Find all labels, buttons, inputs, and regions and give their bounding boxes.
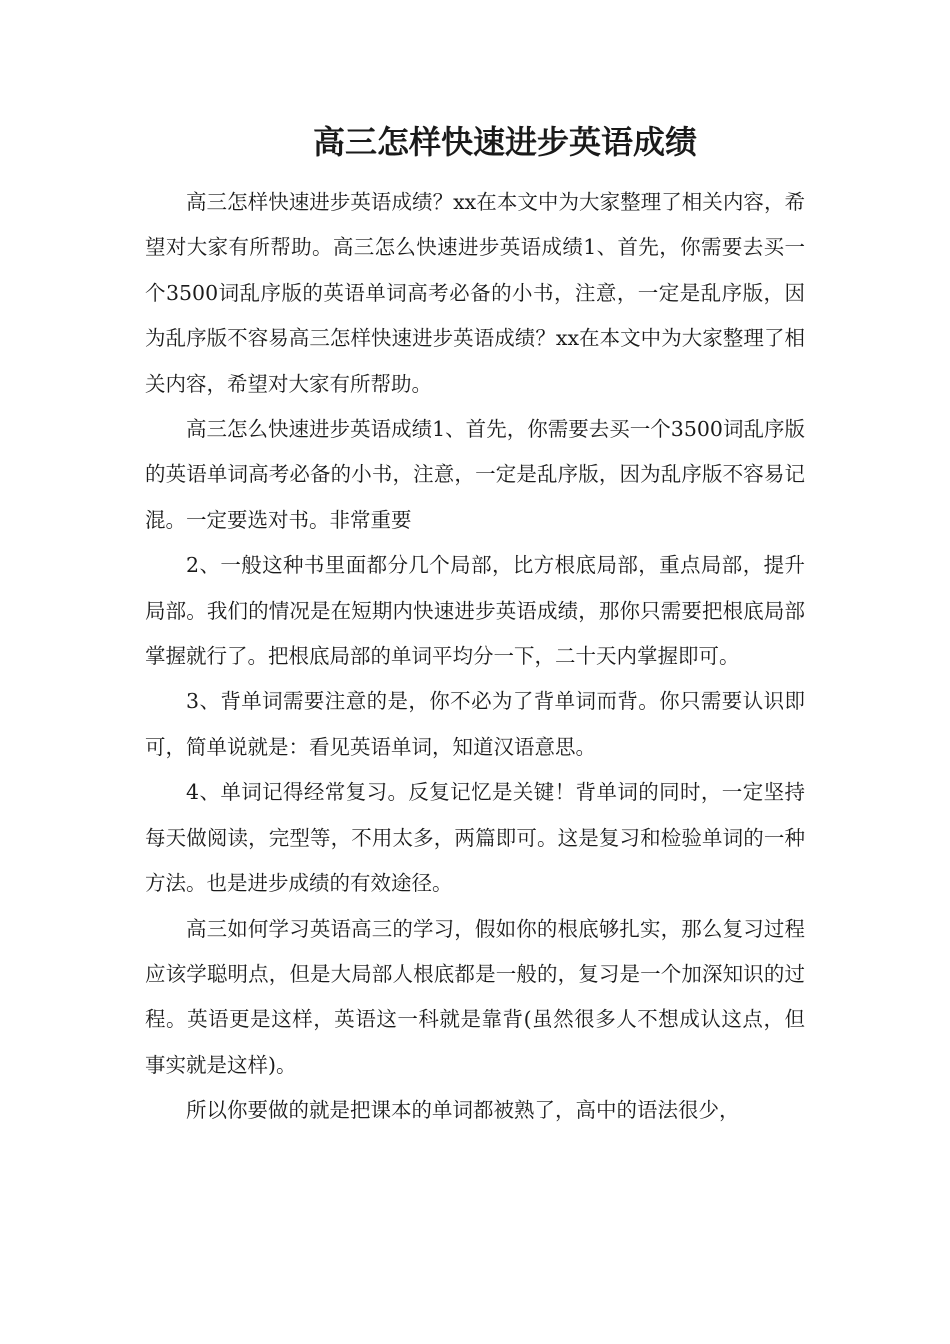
paragraph: 高三如何学习英语高三的学习，假如你的根底够扎实，那么复习过程应该学聪明点，但是大局部人根底都是一般的，复习是一个加深知识的过程。英语更是这样，英语这一科就是靠背(虽然很多人不想成认这点，但事实就是这样)。 <box>145 916 805 1077</box>
document-body <box>145 180 805 1134</box>
paragraph: 4、单词记得经常复习。反复记忆是关键！背单词的同时，一定坚持每天做阅读，完型等，不用太多，两篇即可。这是复习和检验单词的一种方法。也是进步成绩的有效途径。 <box>145 780 805 896</box>
paragraph: 所以你要做的就是把课本的单词都被熟了，高中的语法很少， <box>186 1098 740 1123</box>
paragraph: 高三怎么快速进步英语成绩1、首先，你需要去买一个3500词乱序版的英语单词高考必备的小书，注意，一定是乱序版，因为乱序版不容易记混。一定要选对书。非常重要 <box>145 417 805 532</box>
paragraph: 2、一般这种书里面都分几个局部，比方根底局部，重点局部，提升局部。我们的情况是在短期内快速进步英语成绩，那你只需要把根底局部掌握就行了。把根底局部的单词平均分一下，二十天内掌握即可。 <box>145 553 805 669</box>
paragraph: 高三怎样快速进步英语成绩？xx在本文中为大家整理了相关内容，希望对大家有所帮助。高三怎么快速进步英语成绩1、首先，你需要去买一个3500词乱序版的英语单词高考必备的小书，注意，一定是乱序版，因为乱序版不容易高三怎样快速进步英语成绩？xx在本文中为大家整理了相关内容，希望对大家有所帮助。 <box>145 190 805 396</box>
document-title: 高三怎样快速进步英语成绩 <box>312 123 697 161</box>
paragraph: 3、背单词需要注意的是，你不必为了背单词而背。你只需要认识即可，简单说就是：看见英语单词，知道汉语意思。 <box>145 689 805 759</box>
